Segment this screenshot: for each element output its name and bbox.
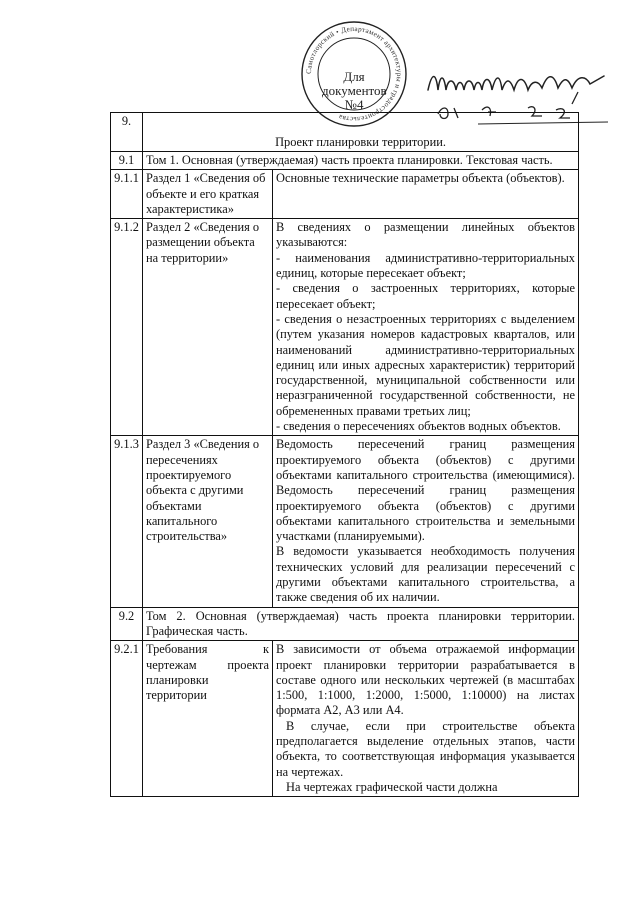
row-number: 9.2.1 [111, 641, 143, 797]
table-row [111, 152, 579, 170]
content-paragraph: - сведения о застроенных территориях, которые пересекает объект; [276, 281, 575, 311]
section-content [273, 641, 579, 797]
table-row [111, 113, 579, 152]
row-number: 9. [111, 113, 143, 152]
row-number: 9.1 [111, 152, 143, 170]
stamp-center-text [322, 70, 386, 112]
content-paragraph: В случае, если при строительстве объекта предполагается выделение отдельных этапов, части объекта, то соответствующая информация указывается на чертежах. [276, 718, 575, 779]
section-name: Раздел 1 «Сведения об объекте и его краткая характеристика» [143, 170, 273, 219]
content-paragraph: - сведения о незастроенных территориях с выделением (путем указания номеров кадастровых кварталов, или наименований административно-территориальных единиц или иных адресных характеристик) территорий государственной, муниципальной собственности или неразграниченной государственной собственности, не обремененных правами третьих лиц; [276, 311, 575, 418]
stamp-ring-text: Самотлорский • Департамент архитектуры и градостроительства [304, 24, 404, 124]
section-content: Основные технические параметры объекта (объектов). [273, 170, 579, 219]
content-paragraph: В ведомости указывается необходимость получения технических условий для реализации пересечений с другими объектами капитального строительства, а также сведения об их наличии. [276, 544, 575, 605]
content-paragraph: - сведения о пересечениях объектов водных объектов. [276, 419, 561, 434]
section-name: Раздел 2 «Сведения о размещении объекта на территории» [143, 219, 273, 436]
section-content [273, 219, 579, 436]
row-number: 9.1.1 [111, 170, 143, 219]
content-paragraph: В зависимости от объема отражаемой информации проект планировки территории разрабатывается в составе одного или нескольких чертежей (в масштабах 1:500, 1:1000, 1:2000, 1:5000, 1:10000) на листах формата А2, А3 или А4. [276, 642, 575, 718]
requirements-table [110, 112, 579, 797]
stamp-line-2: документов [322, 83, 387, 98]
row-number: 9.2 [111, 607, 143, 641]
section-name: Раздел 3 «Сведения о пересечениях проектируемого объекта с другими объектами капитального строительства» [143, 436, 273, 607]
table-row [111, 436, 579, 607]
section-name: Требования к чертежам проекта планировки территории [143, 641, 273, 797]
content-paragraph: На чертежах графической части должна [286, 779, 498, 794]
content-paragraph: В сведениях о размещении линейных объектов указываются: [276, 220, 575, 250]
table-row [111, 607, 579, 641]
section-title: Проект планировки территории. [143, 113, 579, 152]
volume-title: Том 1. Основная (утверждаемая) часть проекта планировки. Текстовая часть. [143, 152, 579, 170]
volume-title: Том 2. Основная (утверждаемая) часть проекта планировки территории. Графическая часть. [143, 607, 579, 641]
row-number: 9.1.2 [111, 219, 143, 436]
table-row [111, 219, 579, 436]
section-content [273, 436, 579, 607]
content-paragraph: - наименования административно-территориальных единиц, которые пересекает объект; [276, 250, 575, 281]
content-paragraph: Ведомость пересечений границ размещения проектируемого объекта (объектов) с другими объектами капитального строительства (имеющимися). Ведомость пересечений границ размещения проектируемого объекта (объектов) с другими объектами капитального строительства и земельными участками (планируемыми). [276, 437, 575, 544]
row-number: 9.1.3 [111, 436, 143, 607]
stamp-line-3: №4 [344, 97, 364, 112]
table-row [111, 170, 579, 219]
table-row [111, 641, 579, 797]
stamp-line-1: Для [343, 69, 365, 84]
